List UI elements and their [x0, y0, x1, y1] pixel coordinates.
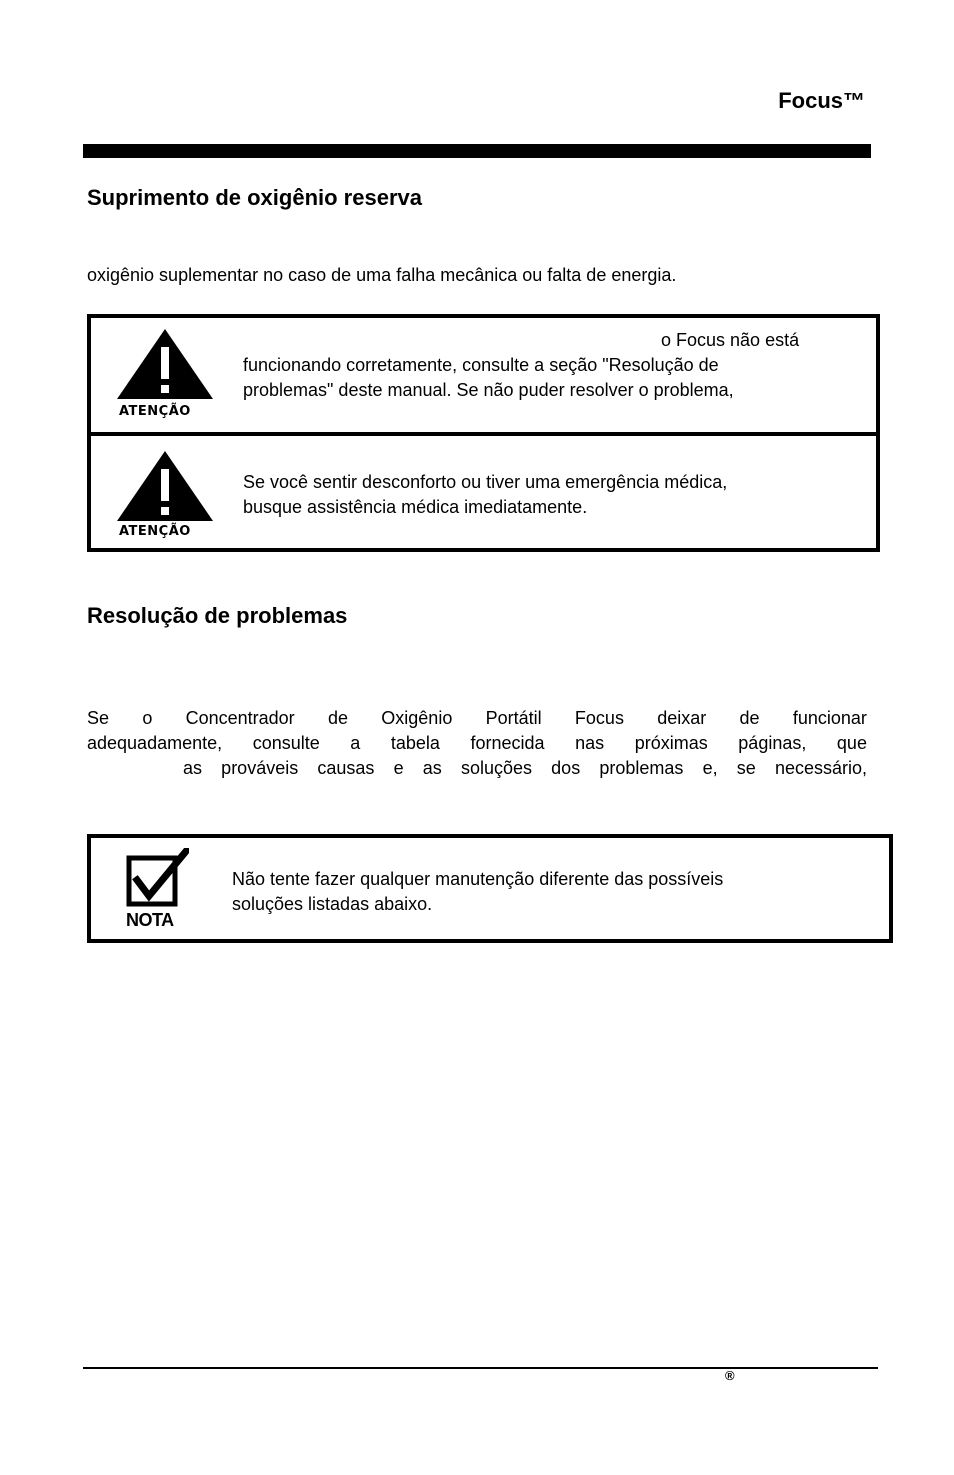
warning-label: ATENÇÃO: [119, 524, 191, 539]
word: páginas,: [738, 733, 807, 753]
header-rule: [83, 144, 871, 158]
warning-label: ATENÇÃO: [119, 404, 191, 419]
word: fornecida: [470, 733, 545, 753]
document-header-title: Focus™: [778, 88, 865, 113]
word: adequadamente,: [87, 733, 223, 753]
warning-2-line-2: busque assistência médica imediatamente.: [243, 497, 588, 517]
troubleshooting-line-1: [87, 706, 867, 731]
word: nas: [575, 733, 605, 753]
word: Concentrador: [185, 708, 295, 728]
note-label: NOTA: [126, 910, 174, 930]
note-line-2: soluções listadas abaixo.: [232, 894, 433, 914]
troubleshooting-line-2: [87, 731, 867, 756]
word: o: [142, 708, 153, 728]
word: funcionar: [792, 708, 867, 728]
note-box: [87, 834, 893, 943]
word: Oxigênio: [381, 708, 453, 728]
word: tabela: [390, 733, 440, 753]
troubleshooting-line-3: as prováveis causas e as soluções dos problemas e, se necessário,: [183, 758, 867, 778]
word: Se: [87, 708, 110, 728]
word: de: [327, 708, 348, 728]
warning-1-line-3: problemas" deste manual. Se não puder resolver o problema,: [243, 380, 734, 400]
word: consulte: [252, 733, 320, 753]
warning-triangle-icon: [115, 449, 215, 523]
warning-2-line-1: Se você sentir desconforto ou tiver uma emergência médica,: [243, 472, 728, 492]
warning-1-line-2: funcionando corretamente, consulte a seção "Resolução de: [243, 355, 719, 375]
section-heading-troubleshooting: Resolução de problemas: [87, 603, 348, 628]
warning-row-1: [91, 318, 876, 436]
word: Focus: [574, 708, 624, 728]
checkbox-check-icon: [125, 848, 189, 910]
warning-triangle-icon: [115, 327, 215, 401]
word: deixar: [657, 708, 707, 728]
section-heading-backup-oxygen: Suprimento de oxigênio reserva: [87, 185, 422, 210]
registered-mark: ®: [725, 1368, 735, 1383]
warning-row-2: [91, 440, 876, 548]
word: que: [836, 733, 867, 753]
warning-1-line-1: o Focus não está: [661, 330, 800, 350]
footer-rule: [83, 1367, 878, 1369]
word: a: [350, 733, 361, 753]
section-paragraph-backup-oxygen: oxigênio suplementar no caso de uma falha mecânica ou falta de energia.: [87, 265, 677, 285]
note-line-1: Não tente fazer qualquer manutenção diferente das possíveis: [232, 869, 724, 889]
word: de: [739, 708, 760, 728]
warning-box: [87, 314, 880, 552]
word: Portátil: [485, 708, 542, 728]
word: próximas: [634, 733, 708, 753]
